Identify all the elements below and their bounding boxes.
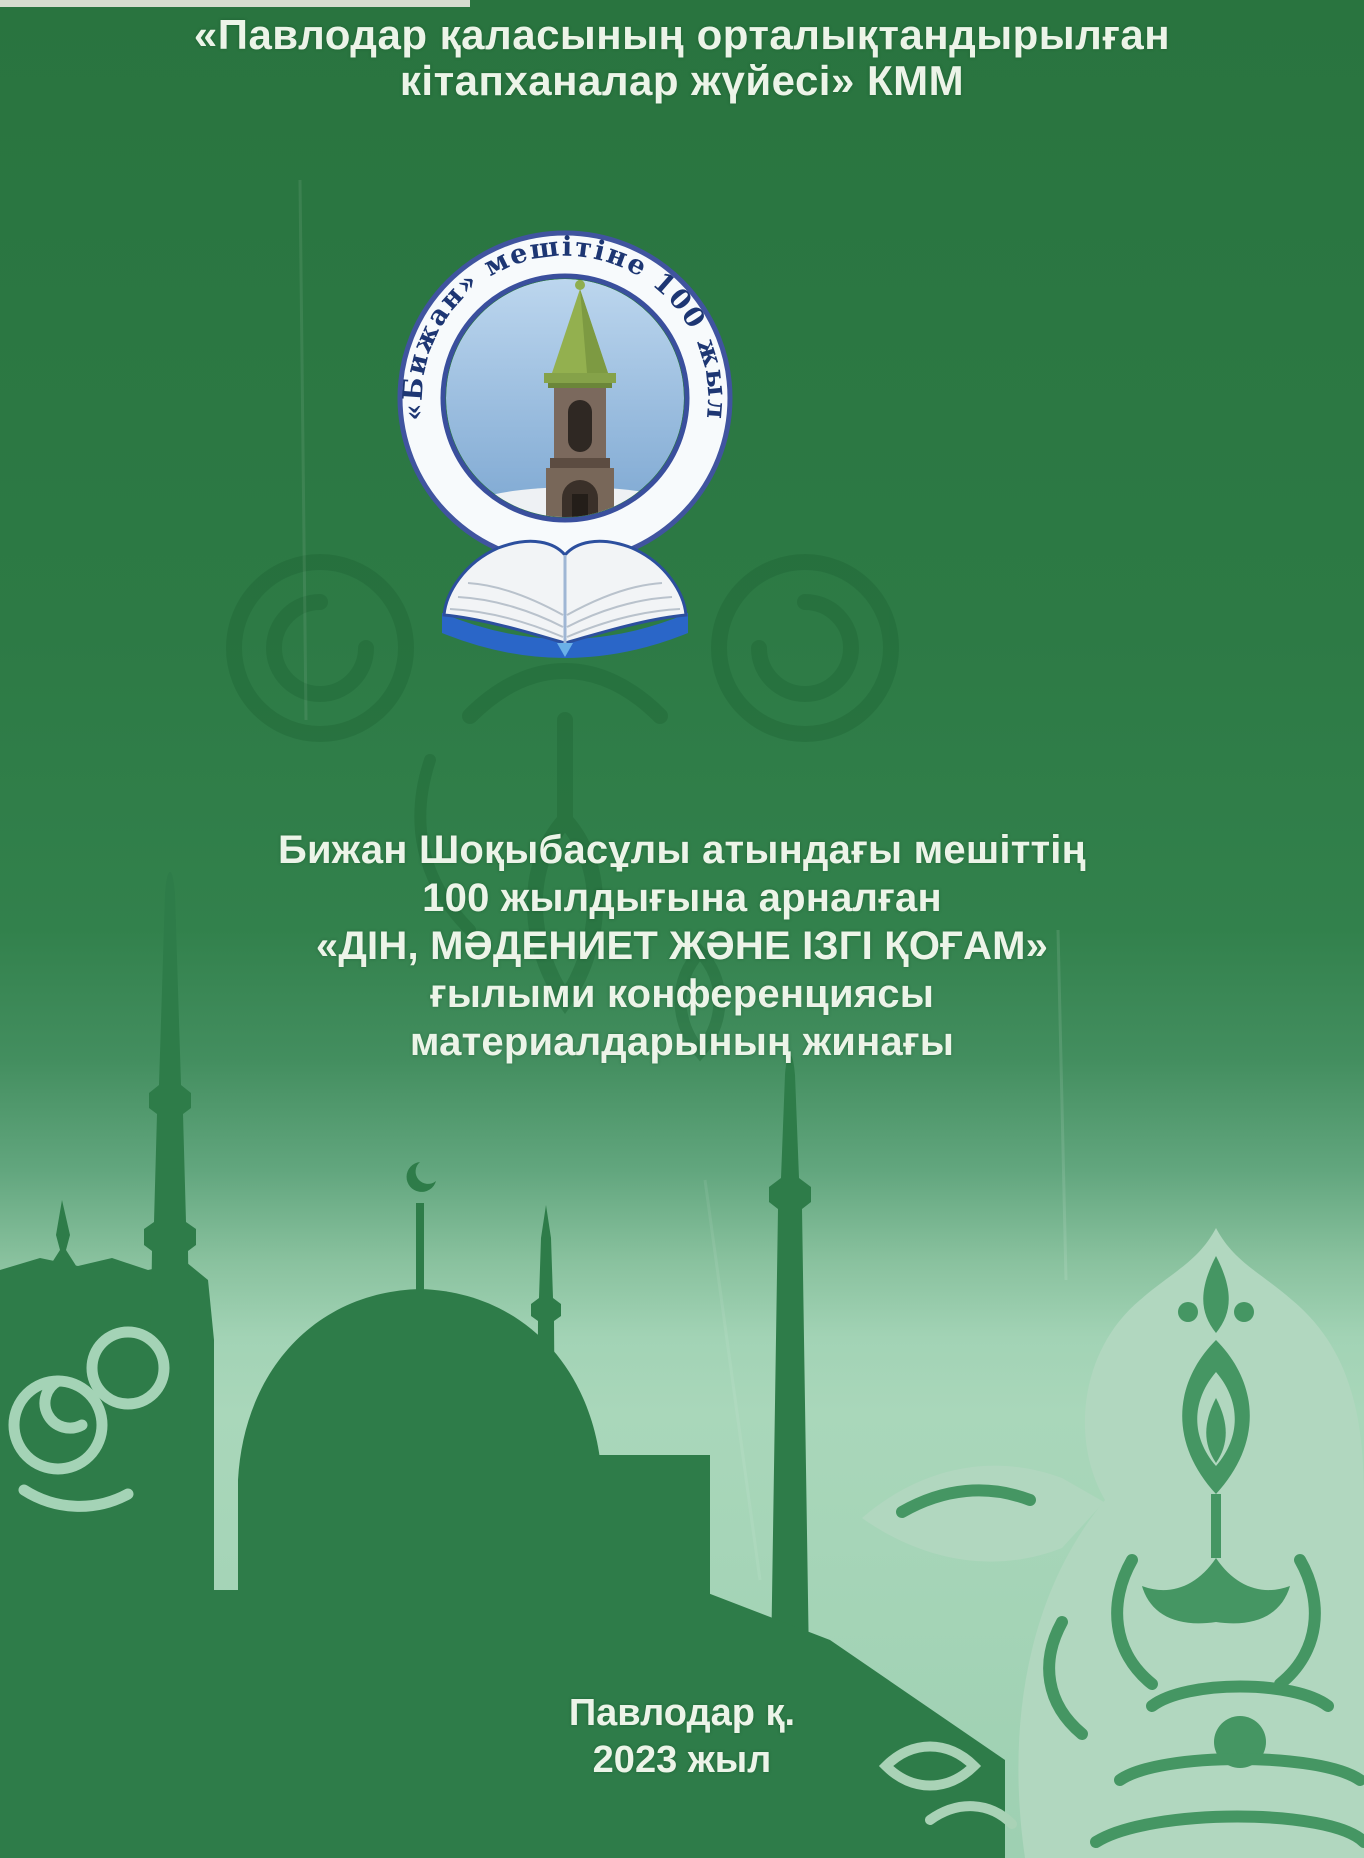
publisher-header <box>0 12 1364 104</box>
open-book-icon <box>442 541 688 658</box>
title-line-2: 100 жылдығына арналған <box>422 876 942 920</box>
imprint <box>0 1690 1364 1784</box>
emblem-ring-text: «Бижан» мешітіне 100 жыл <box>397 231 733 423</box>
title-line-1: Бижан Шоқыбасұлы атындағы мешіттің <box>278 828 1086 872</box>
title-line-4: ғылыми конференциясы <box>429 972 935 1016</box>
book-title <box>0 826 1364 1066</box>
open-book-minaret-emblem <box>380 203 750 673</box>
title-line-5: материалдарының жинағы <box>409 1020 955 1064</box>
imprint-city: Павлодар қ. <box>568 1692 796 1734</box>
imprint-year: 2023 жыл <box>592 1739 772 1781</box>
title-line-3: «ДІН, МӘДЕНИЕТ ЖӘНЕ ІЗГІ ҚОҒАМ» <box>315 924 1049 968</box>
publisher-line-1: «Павлодар қаласының орталықтандырылған <box>193 11 1171 58</box>
publisher-line-2: кітапханалар жүйесі» КММ <box>399 57 965 104</box>
